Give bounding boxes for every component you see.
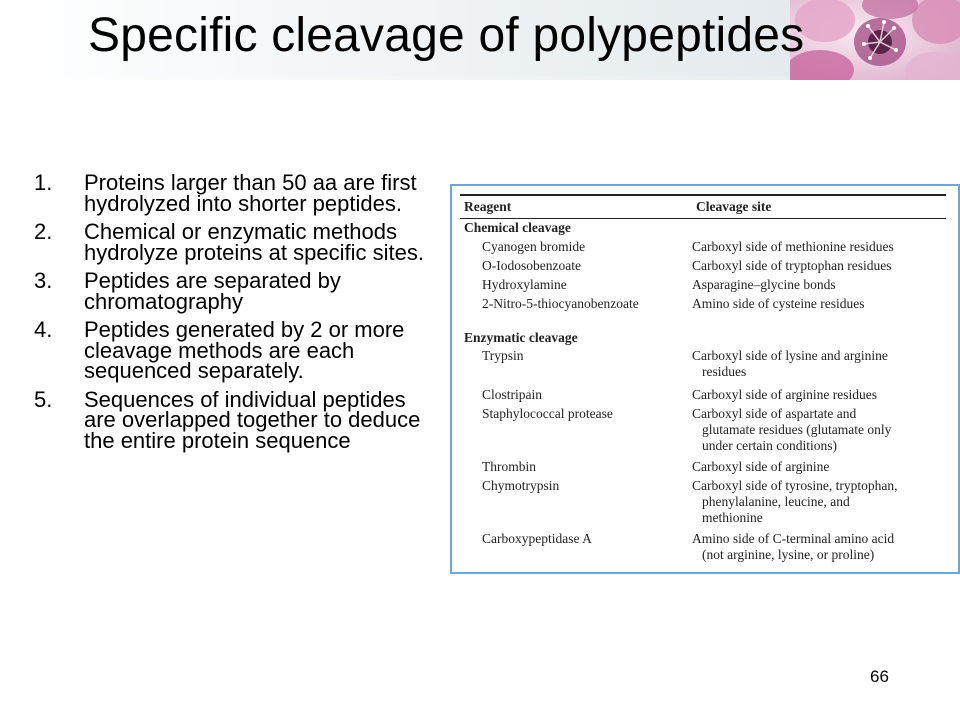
step-number: 3.: [34, 268, 53, 293]
site-cell: (not arginine, lysine, or proline): [702, 547, 875, 562]
site-cell: Amino side of cysteine residues: [692, 296, 865, 311]
step-number: 2.: [34, 219, 53, 244]
reagent-cell: Thrombin: [482, 459, 536, 474]
site-cell: Amino side of C-terminal amino acid: [692, 531, 895, 546]
reagent-cell: O-Iodosobenzoate: [482, 258, 581, 273]
list-item: [34, 386, 434, 453]
reagent-cell: Staphylococcal protease: [482, 406, 613, 421]
list-item: [34, 170, 434, 216]
step-text: Peptides are separated by chromatography: [84, 268, 341, 314]
column-header-reagent: Reagent: [464, 199, 512, 214]
steps-list: [34, 170, 434, 459]
site-cell: Carboxyl side of lysine and arginine: [692, 348, 888, 363]
site-cell: Carboxyl side of methionine residues: [692, 239, 894, 254]
section-title-chemical: Chemical cleavage: [464, 220, 571, 235]
site-cell: Carboxyl side of tryptophan residues: [692, 258, 892, 273]
site-cell: Carboxyl side of arginine: [692, 459, 830, 474]
step-text: Sequences of individual peptides are overlapped together to deduce the entire protein sequence: [84, 386, 421, 453]
site-cell: Asparagine–glycine bonds: [692, 277, 836, 292]
step-number: 4.: [34, 317, 53, 342]
step-number: 5.: [34, 386, 53, 412]
step-text: Proteins larger than 50 aa are first hydrolyzed into shorter peptides.: [84, 170, 417, 216]
step-text: Chemical or enzymatic methods hydrolyze proteins at specific sites.: [84, 219, 424, 265]
step-text: Peptides generated by 2 or more cleavage methods are each sequenced separately.: [84, 317, 405, 383]
table-header: [460, 194, 946, 219]
reagent-cell: Trypsin: [482, 348, 524, 363]
section-title-enzymatic: Enzymatic cleavage: [464, 330, 578, 345]
site-cell: Carboxyl side of aspartate and: [692, 406, 857, 421]
reagent-cell: Carboxypeptidase A: [482, 531, 592, 546]
list-item: [34, 317, 434, 383]
column-header-cleavage-site: Cleavage site: [696, 199, 772, 214]
list-item: [34, 219, 434, 265]
site-cell: glutamate residues (glutamate only: [702, 422, 892, 437]
site-cell: Carboxyl side of tyrosine, tryptophan,: [692, 478, 898, 493]
slide-title: Specific cleavage of polypeptides: [88, 9, 805, 62]
site-cell: phenylalanine, leucine, and: [702, 494, 850, 509]
flower-image: [790, 0, 960, 80]
site-cell: methionine: [702, 510, 763, 525]
reagent-cell: Chymotrypsin: [482, 478, 560, 493]
reagent-cell: 2-Nitro-5-thiocyanobenzoate: [482, 296, 639, 311]
list-item: [34, 268, 434, 314]
site-cell: Carboxyl side of arginine residues: [692, 387, 877, 402]
site-cell: residues: [702, 364, 747, 379]
step-number: 1.: [34, 170, 53, 195]
page-number: 66: [870, 667, 889, 686]
site-cell: under certain conditions): [702, 438, 837, 453]
reagent-cell: Cyanogen bromide: [482, 239, 586, 254]
reagent-cell: Clostripain: [482, 387, 542, 402]
cleavage-table: [450, 184, 960, 574]
reagent-cell: Hydroxylamine: [482, 277, 567, 292]
